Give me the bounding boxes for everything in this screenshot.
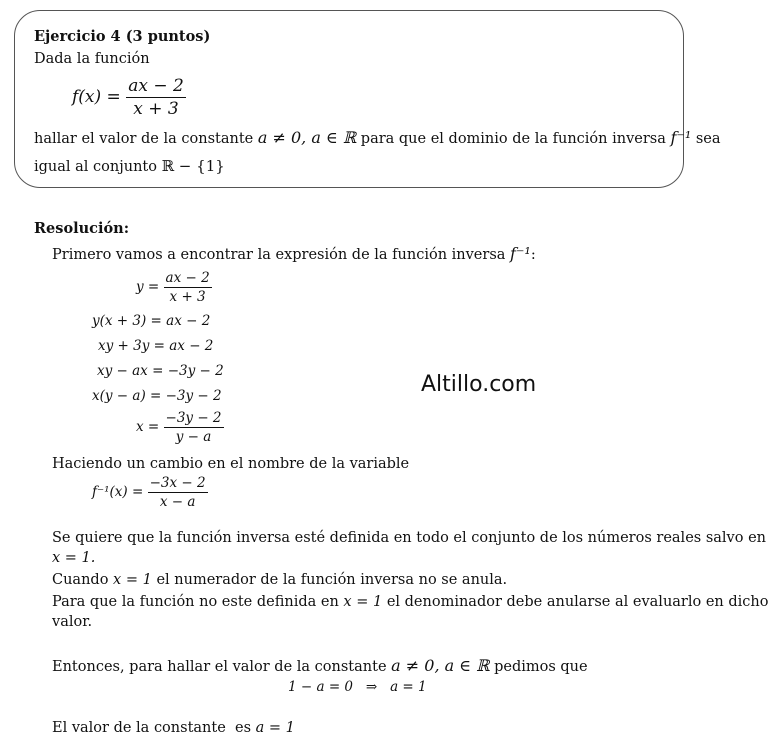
paragraph-3-line-2: valor. [52,614,93,630]
conclusion [52,720,295,736]
step-6-lhs: x = [136,419,160,435]
first-colon: : [530,247,536,263]
step-3: xy + 3y = ax − 2 [98,338,214,354]
rename-line: Haciendo un cambio en el nombre de la variable [52,456,410,472]
p4-text-a: Entonces, para hallar el valor de la constante [52,659,387,675]
p2-text-a: Cuando [52,572,109,588]
step-2: y(x + 3) = ax − 2 [92,313,211,329]
statement-inverse-math: f⁻¹ [670,128,692,147]
watermark: Altillo.com [421,372,537,397]
paragraph-3-line-1 [52,594,768,610]
condition-equation: 1 − a = 0 ⇒ a = 1 [288,679,427,695]
first-text: Primero vamos a encontrar la expresión de la función inversa [52,247,506,263]
step-4: xy − ax = −3y − 2 [97,363,224,379]
step-6 [136,410,224,445]
statement-text-b: para que el dominio de la función inversa [360,131,666,147]
step-6-denominator: y − a [175,429,212,445]
p3-text-b: el denominador debe anularse al evaluarlo en dicho [386,594,768,610]
p4-math: a ≠ 0, a ∈ ℝ [391,656,490,675]
step-1-denominator: x + 3 [169,289,206,305]
inverse-numerator: −3x − 2 [149,475,206,491]
resolution-first-line [52,244,536,263]
inverse-lhs: f⁻¹(x) = [92,484,144,500]
function-definition [72,76,186,119]
p3-math: x = 1 [343,594,383,610]
statement-text-a: hallar el valor de la constante [34,131,254,147]
paragraph-2 [52,572,507,588]
conclusion-text: El valor de la constante es [52,720,252,736]
inverse-denominator: x − a [159,494,196,510]
p3-text-a: Para que la función no este definida en [52,594,339,610]
step-6-numerator: −3y − 2 [165,410,222,426]
step-5: x(y − a) = −3y − 2 [92,388,222,404]
step-1-numerator: ax − 2 [165,270,210,286]
statement-set-math: ℝ − {1} [161,157,225,175]
p2-text-b: el numerador de la función inversa no se anula. [156,572,508,588]
resolution-heading: Resolución: [34,220,130,237]
first-inverse-math: f⁻¹ [510,244,531,263]
p2-math: x = 1 [113,572,152,588]
statement-line-2 [34,157,225,175]
paragraph-1-line-2: x = 1. [52,550,96,566]
statement-line-1 [34,128,721,147]
paragraph-1-line-1: Se quiere que la función inversa esté definida en todo el conjunto de los números reales salvo en [52,530,766,546]
conclusion-math: a = 1 [255,720,295,736]
step-1-lhs: y = [136,279,160,295]
function-lhs: f(x) = [72,87,121,107]
statement-constant-math: a ≠ 0, a ∈ ℝ [257,128,357,147]
paragraph-4 [52,656,588,675]
statement-text-c: sea [695,131,721,147]
exercise-intro: Dada la función [34,51,150,67]
function-denominator: x + 3 [133,99,179,119]
step-1 [136,270,212,305]
function-numerator: ax − 2 [128,76,184,96]
statement-line2-text: igual al conjunto [34,159,157,175]
p4-text-b: pedimos que [494,659,588,675]
inverse-function [92,475,208,510]
exercise-title: Ejercicio 4 (3 puntos) [34,28,211,45]
